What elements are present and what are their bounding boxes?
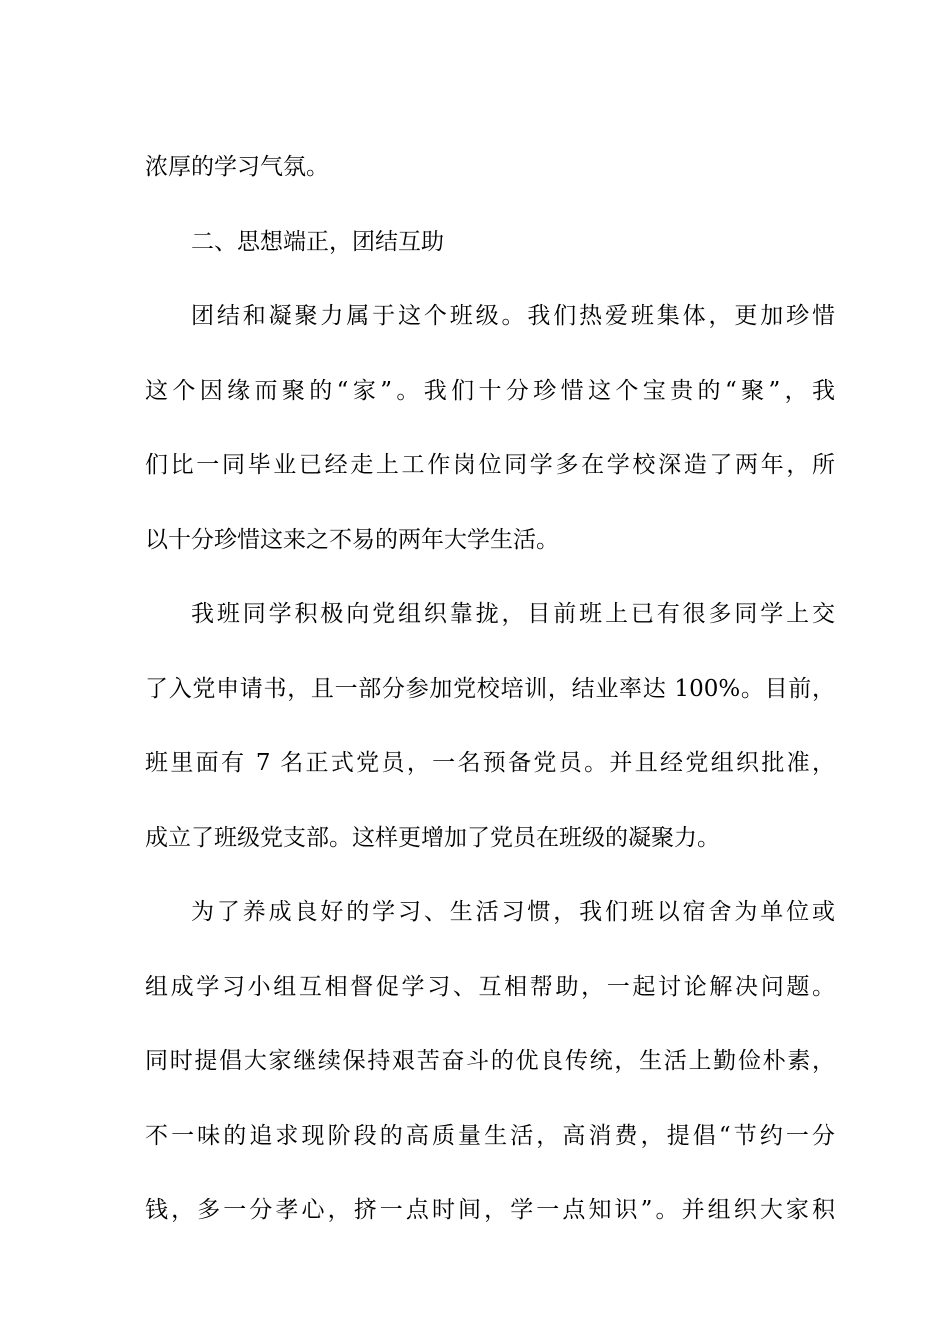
text-line: 为了养成良好的学习、生活习惯，我们班以宿舍为单位或 (191, 899, 835, 925)
text-line: 浓厚的学习气氛。 (145, 154, 329, 180)
text-line: 了入党申请书，且一部分参加党校培训，结业率达 100%。目前， (145, 675, 835, 702)
document-body (145, 130, 835, 1248)
text-line: 团结和凝聚力属于这个班级。我们热爱班集体，更加珍惜 (191, 303, 835, 329)
text-line: 钱，多一分孝心，挤一点时间，学一点知识”。并组织大家积 (145, 1197, 835, 1223)
text-line: 这个因缘而聚的“家”。我们十分珍惜这个宝贵的“聚”，我 (145, 377, 835, 404)
text-line: 成立了班级党支部。这样更增加了党员在班级的凝聚力。 (145, 824, 720, 851)
text-line: 班里面有 7 名正式党员，一名预备党员。并且经党组织批准， (145, 750, 835, 776)
text-line: 组成学习小组互相督促学习、互相帮助，一起讨论解决问题。 (145, 973, 835, 1000)
text-line: 我班同学积极向党组织靠拢，目前班上已有很多同学上交 (191, 601, 835, 627)
section-heading: 二、思想端正，团结互助 (191, 228, 444, 255)
text-line: 同时提倡大家继续保持艰苦奋斗的优良传统，生活上勤俭朴素， (145, 1048, 835, 1074)
text-line: 以十分珍惜这来之不易的两年大学生活。 (145, 526, 559, 553)
text-line: 们比一同毕业已经走上工作岗位同学多在学校深造了两年，所 (145, 452, 835, 478)
text-line: 不一味的追求现阶段的高质量生活，高消费，提倡“节约一分 (145, 1122, 835, 1149)
